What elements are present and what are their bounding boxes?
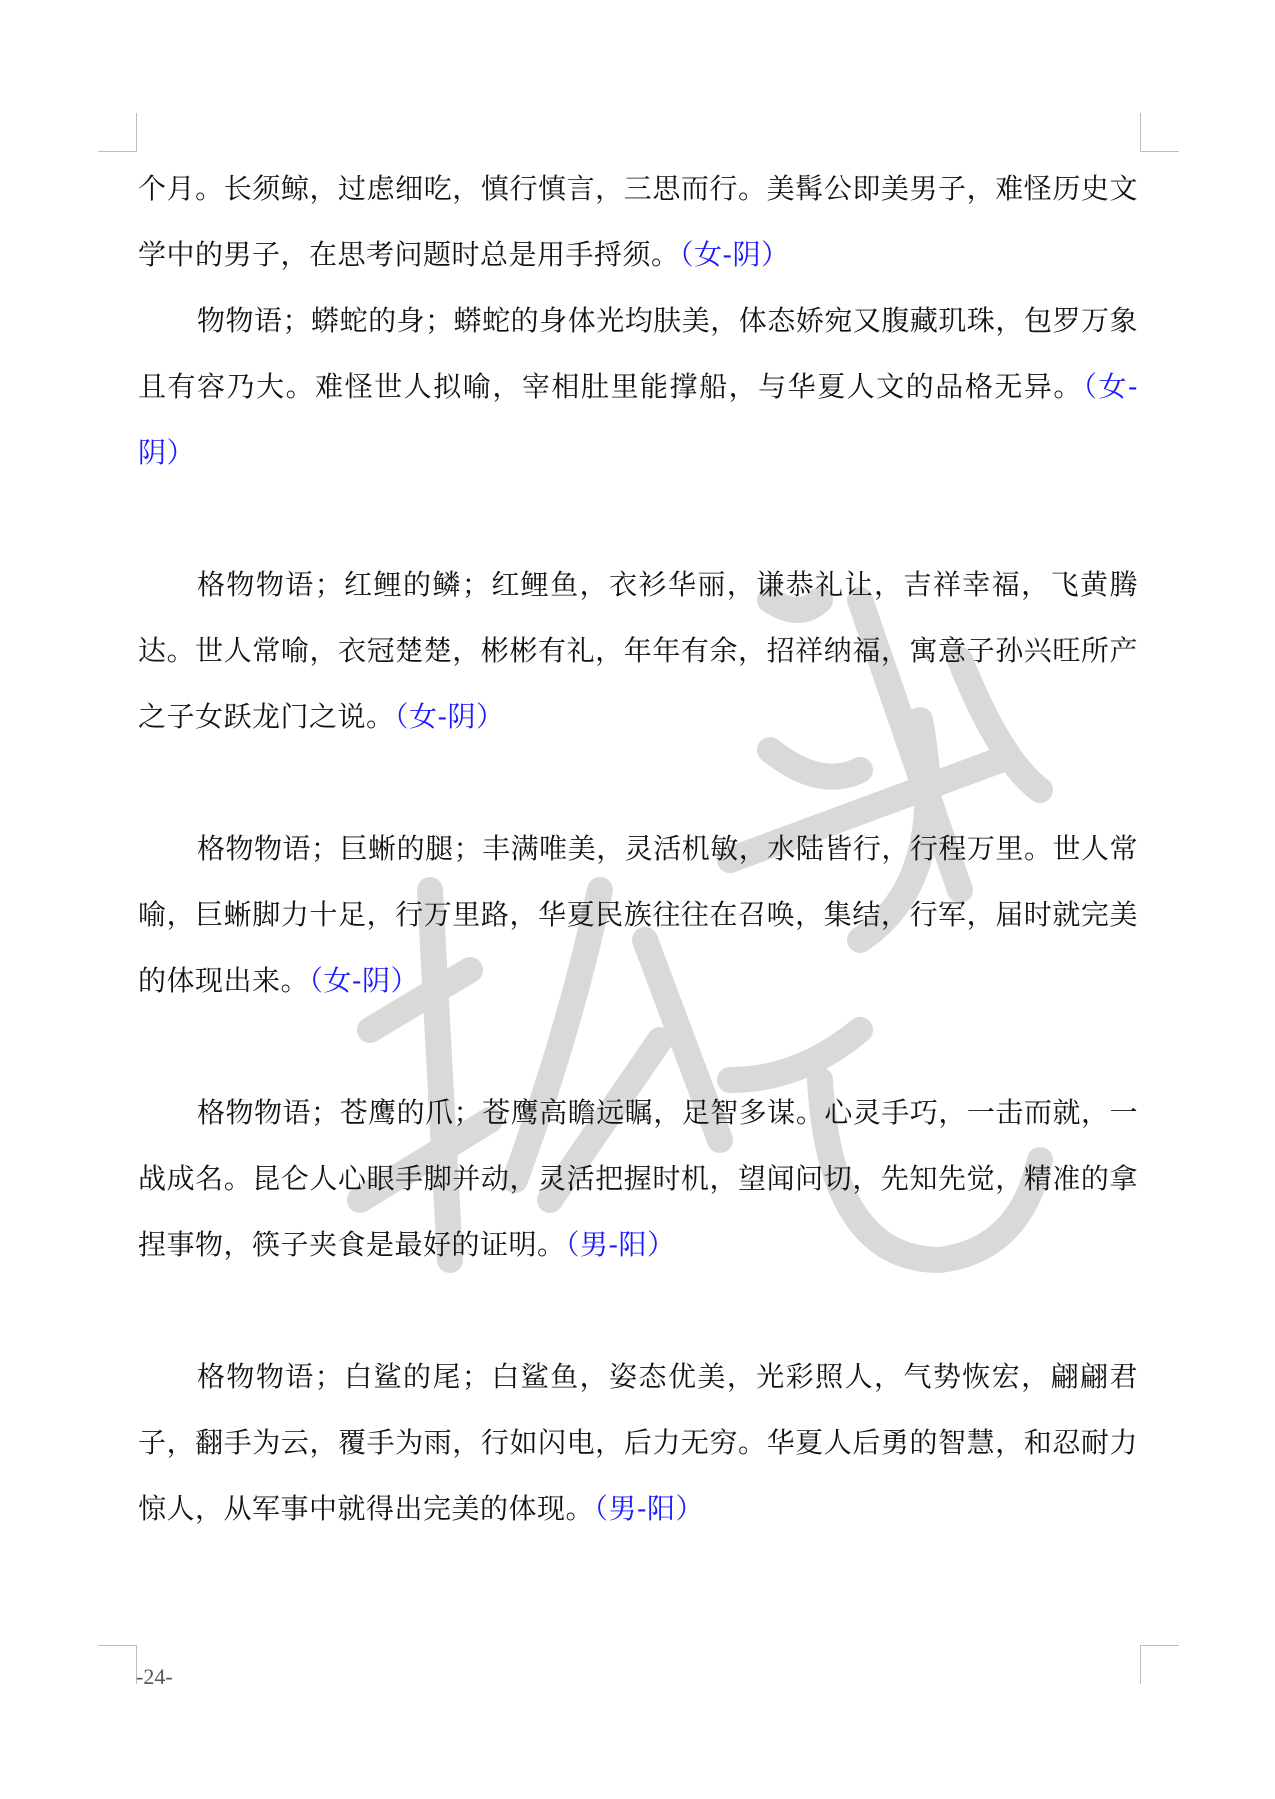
paragraph-text: 格物物语；苍鹰的爪；苍鹰高瞻远瞩，足智多谋。心灵手巧，一击而就，一战成名。昆仑人心眼手脚并动，灵活把握时机，望闻问切，先知先觉，精准的拿捏事物，筷子夹食是最好的证明。: [138, 1096, 1138, 1261]
paragraph: [138, 1080, 1138, 1278]
paragraph-text: 格物物语；巨蜥的腿；丰满唯美，灵活机敏，水陆皆行，行程万里。世人常喻，巨蜥脚力十足，行万里路，华夏民族往往在召唤，集结，行军，届时就完美的体现出来。: [138, 832, 1138, 997]
document-body: [138, 156, 1138, 1542]
paragraph-gap: [138, 750, 1138, 816]
paragraph-gap: [138, 1278, 1138, 1344]
paragraph-text: 格物物语；红鲤的鳞；红鲤鱼，衣衫华丽，谦恭礼让，吉祥幸福，飞黄腾达。世人常喻，衣冠楚楚，彬彬有礼，年年有余，招祥纳福，寓意子孙兴旺所产之子女跃龙门之说。: [138, 568, 1138, 733]
gender-tag: （女-阴）: [679, 238, 790, 271]
gender-tag: （女-阴）: [394, 700, 505, 733]
paragraph: [138, 1344, 1138, 1542]
crop-mark-top-left: [98, 113, 137, 152]
paragraph: [138, 156, 1138, 288]
crop-mark-top-right: [1140, 113, 1179, 152]
paragraph: [138, 288, 1138, 486]
paragraph-text: 格物物语；白鲨的尾；白鲨鱼，姿态优美，光彩照人，气势恢宏，翩翩君子，翻手为云，覆手为雨，行如闪电，后力无穷。华夏人后勇的智慧，和忍耐力惊人，从军事中就得出完美的体现。: [138, 1360, 1138, 1525]
paragraph-text: 个月。长须鲸，过虑细吃，慎行慎言，三思而行。美髯公即美男子，难怪历史文学中的男子，在思考问题时总是用手捋须。: [138, 172, 1138, 271]
paragraph: [138, 552, 1138, 750]
gender-tag: （女-阴）: [309, 964, 419, 997]
paragraph-gap: [138, 486, 1138, 552]
crop-mark-bottom-right: [1140, 1645, 1179, 1684]
page-number: -24-: [136, 1664, 173, 1689]
paragraph-text: 物物语；蟒蛇的身；蟒蛇的身体光均肤美，体态娇宛又腹藏玑珠，包罗万象且有容乃大。难怪世人拟喻，宰相肚里能撑船，与华夏人文的品格无异。: [138, 304, 1138, 403]
crop-mark-bottom-left: [98, 1645, 137, 1684]
paragraph-gap: [138, 1014, 1138, 1080]
paragraph: [138, 816, 1138, 1014]
gender-tag: （男-阳）: [565, 1228, 676, 1261]
gender-tag: （女-阴）: [138, 370, 1138, 469]
gender-tag: （男-阳）: [594, 1492, 704, 1525]
